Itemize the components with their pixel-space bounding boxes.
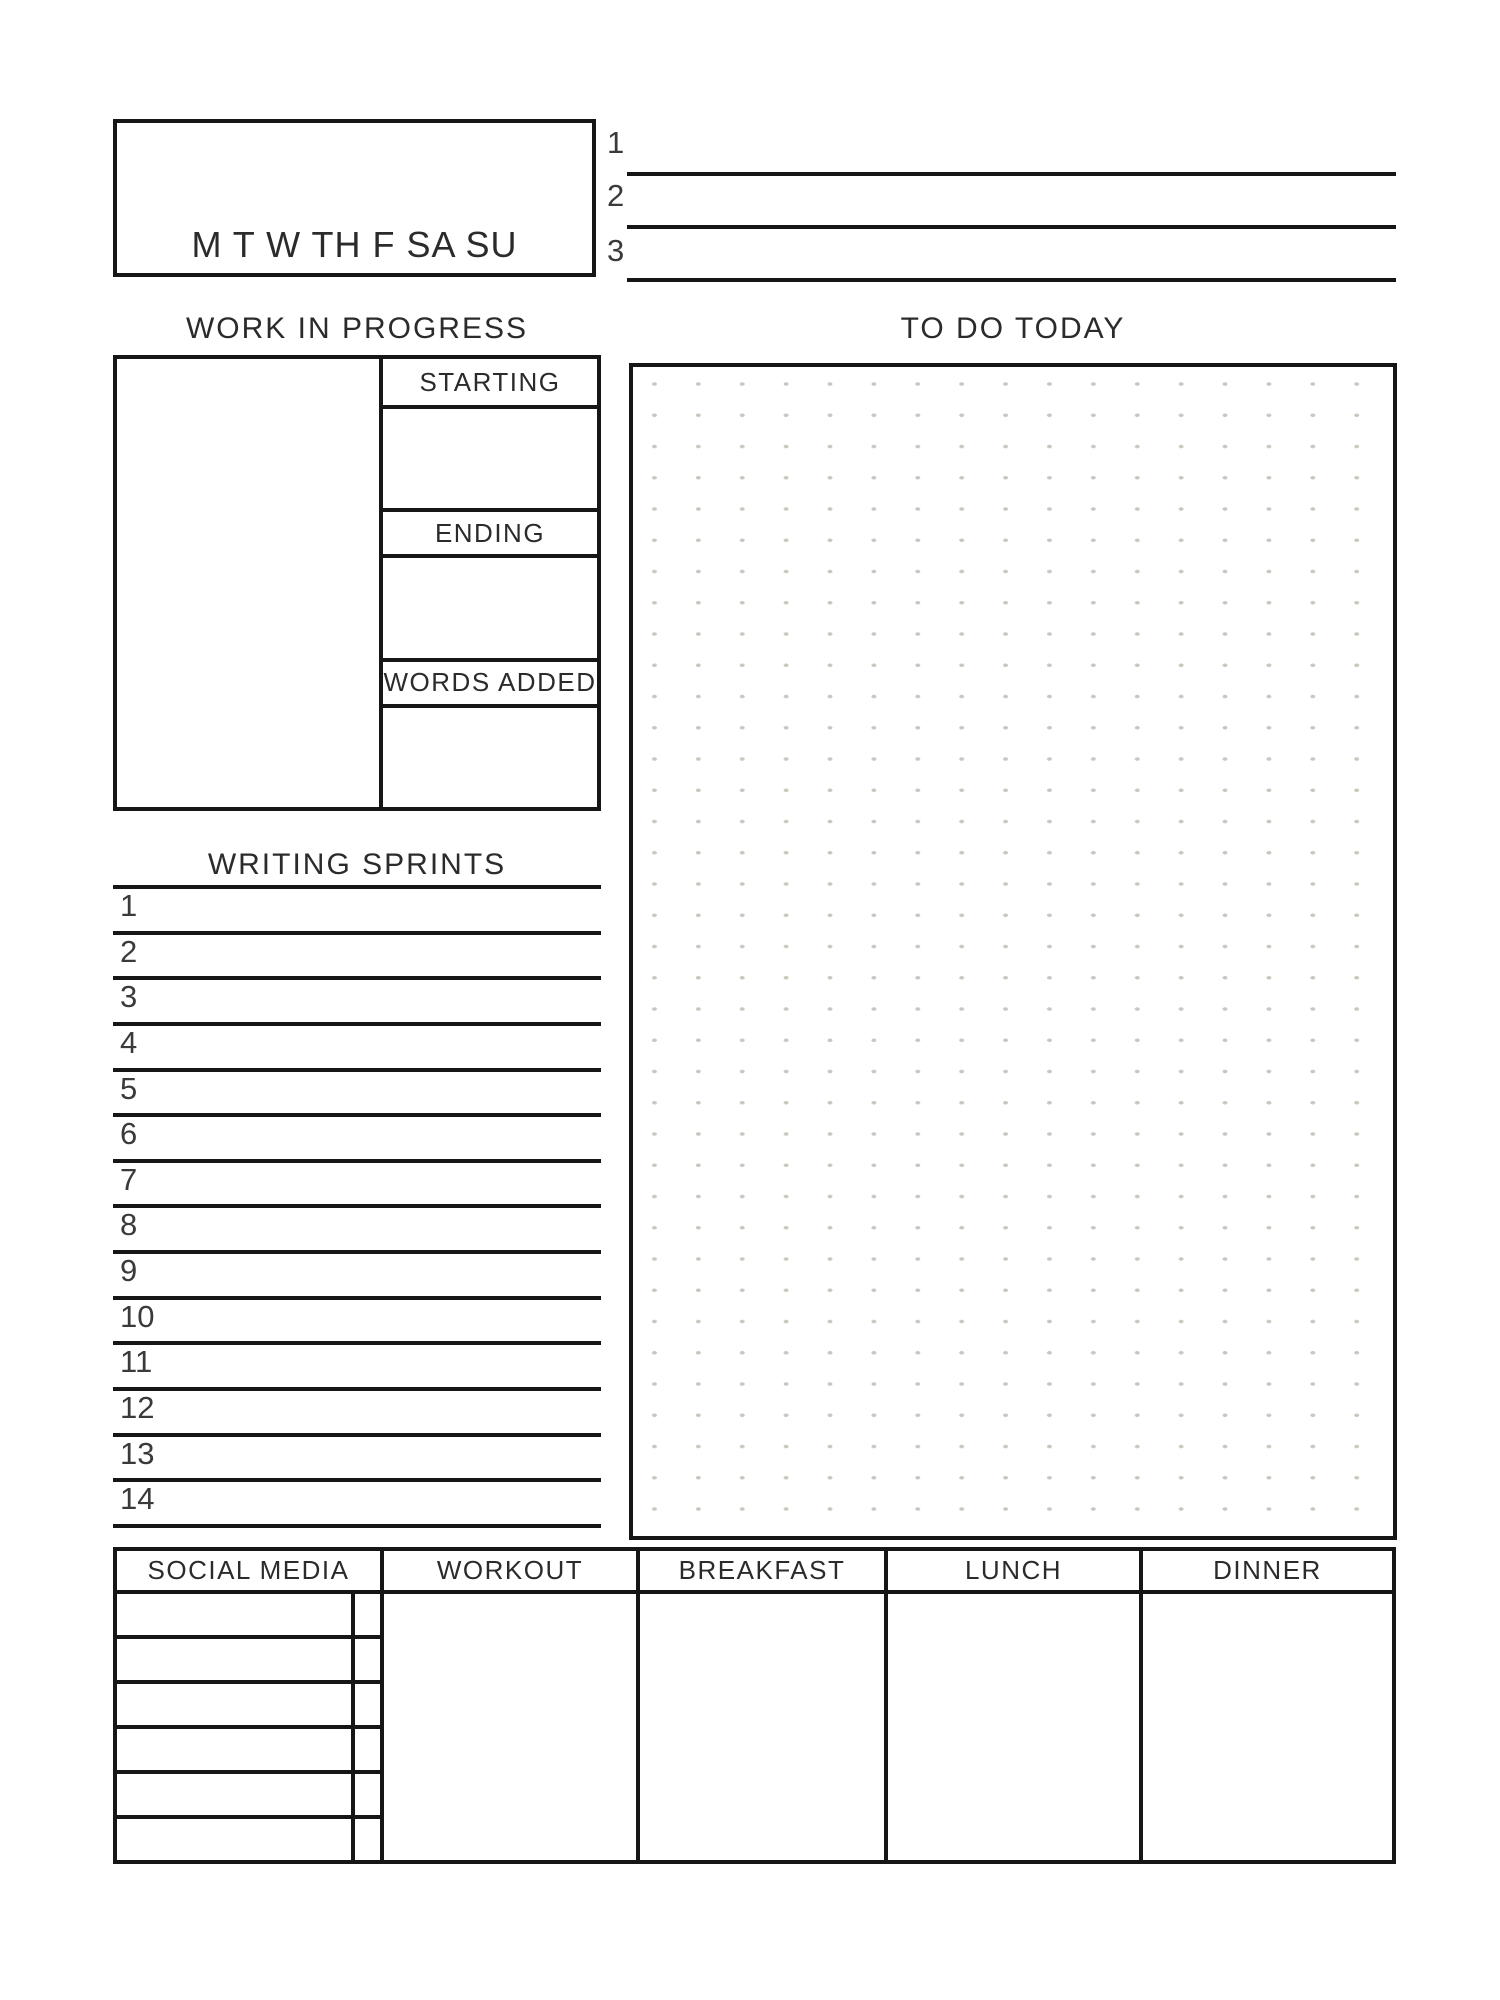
social-media-row [117,1819,380,1860]
breakfast-header: BREAKFAST [640,1551,884,1594]
sprint-number: 14 [120,1481,155,1517]
sprint-row[interactable] [113,1296,601,1342]
social-media-row [117,1774,380,1819]
social-media-entry[interactable] [117,1639,351,1680]
sprint-number: 9 [120,1253,138,1289]
social-media-entry[interactable] [117,1729,351,1770]
sprint-number: 6 [120,1116,138,1152]
work-in-progress-box [113,355,601,811]
week-days-label: M T W TH F SA SU [191,224,518,265]
sprint-row[interactable] [113,1478,601,1524]
wip-name-area[interactable] [117,359,379,807]
lunch-column [884,1551,1139,1860]
todo-dot-area[interactable] [629,363,1397,1540]
words-added-label: WORDS ADDED [383,658,597,704]
sprint-number: 5 [120,1070,138,1106]
wip-fields-column [379,359,597,807]
lunch-entry-area[interactable] [888,1594,1139,1860]
social-media-row [117,1594,380,1639]
writing-sprints-title: WRITING SPRINTS [207,848,507,881]
social-media-row [117,1639,380,1684]
work-in-progress-title: WORK IN PROGRESS [185,312,529,345]
social-media-checkbox[interactable] [351,1684,380,1725]
workout-header: WORKOUT [384,1551,636,1594]
social-media-rows [117,1594,380,1860]
dinner-column [1139,1551,1392,1860]
lunch-header: LUNCH [888,1551,1139,1594]
sprint-number: 1 [120,888,138,923]
daily-tracker-table [113,1547,1396,1864]
social-media-entry[interactable] [117,1684,351,1725]
breakfast-column [636,1551,884,1860]
sprint-row[interactable] [113,1433,601,1479]
workout-column [380,1551,636,1860]
social-media-row [117,1729,380,1774]
sprint-number: 12 [120,1390,155,1426]
dinner-entry-area[interactable] [1143,1594,1392,1860]
sprint-number: 10 [120,1298,155,1334]
ending-input-area[interactable] [383,554,597,657]
sprint-row[interactable] [113,1204,601,1250]
priority-line-2[interactable] [627,225,1396,229]
social-media-checkbox[interactable] [351,1774,380,1815]
starting-input-area[interactable] [383,405,597,508]
writing-sprints-list [113,885,601,1528]
sprint-row[interactable] [113,1341,601,1387]
sprint-number: 7 [120,1161,138,1197]
sprint-row[interactable] [113,976,601,1022]
sprint-row[interactable] [113,885,601,931]
sprint-row[interactable] [113,1068,601,1114]
social-media-checkbox[interactable] [351,1594,380,1635]
priority-line-3[interactable] [627,278,1396,282]
ending-label: ENDING [383,508,597,554]
priority-line-1[interactable] [627,172,1396,176]
sprint-row[interactable] [113,1022,601,1068]
sprint-row[interactable] [113,1113,601,1159]
social-media-row [117,1684,380,1729]
week-days-box[interactable] [113,119,596,277]
sprint-row[interactable] [113,1250,601,1296]
workout-entry-area[interactable] [384,1594,636,1860]
breakfast-entry-area[interactable] [640,1594,884,1860]
social-media-entry[interactable] [117,1819,351,1860]
sprint-number: 8 [120,1207,138,1243]
sprint-row[interactable] [113,1387,601,1433]
dinner-header: DINNER [1143,1551,1392,1594]
priority-number-1: 1 [607,125,625,160]
social-media-checkbox[interactable] [351,1819,380,1860]
priority-number-2: 2 [607,178,625,213]
social-media-column [117,1551,380,1860]
to-do-today-title: TO DO TODAY [900,312,1126,345]
sprint-number: 11 [120,1344,153,1380]
sprint-row[interactable] [113,1159,601,1205]
words-added-input-area[interactable] [383,704,597,807]
social-media-entry[interactable] [117,1594,351,1635]
social-media-header: SOCIAL MEDIA [117,1551,380,1594]
social-media-checkbox[interactable] [351,1729,380,1770]
sprint-row[interactable] [113,931,601,977]
sprint-number: 2 [120,933,138,969]
sprint-number: 3 [120,979,138,1015]
sprint-number: 13 [120,1435,155,1471]
social-media-checkbox[interactable] [351,1639,380,1680]
priority-number-3: 3 [607,233,625,268]
sprint-number: 4 [120,1024,138,1060]
starting-label: STARTING [419,366,561,397]
social-media-entry[interactable] [117,1774,351,1815]
